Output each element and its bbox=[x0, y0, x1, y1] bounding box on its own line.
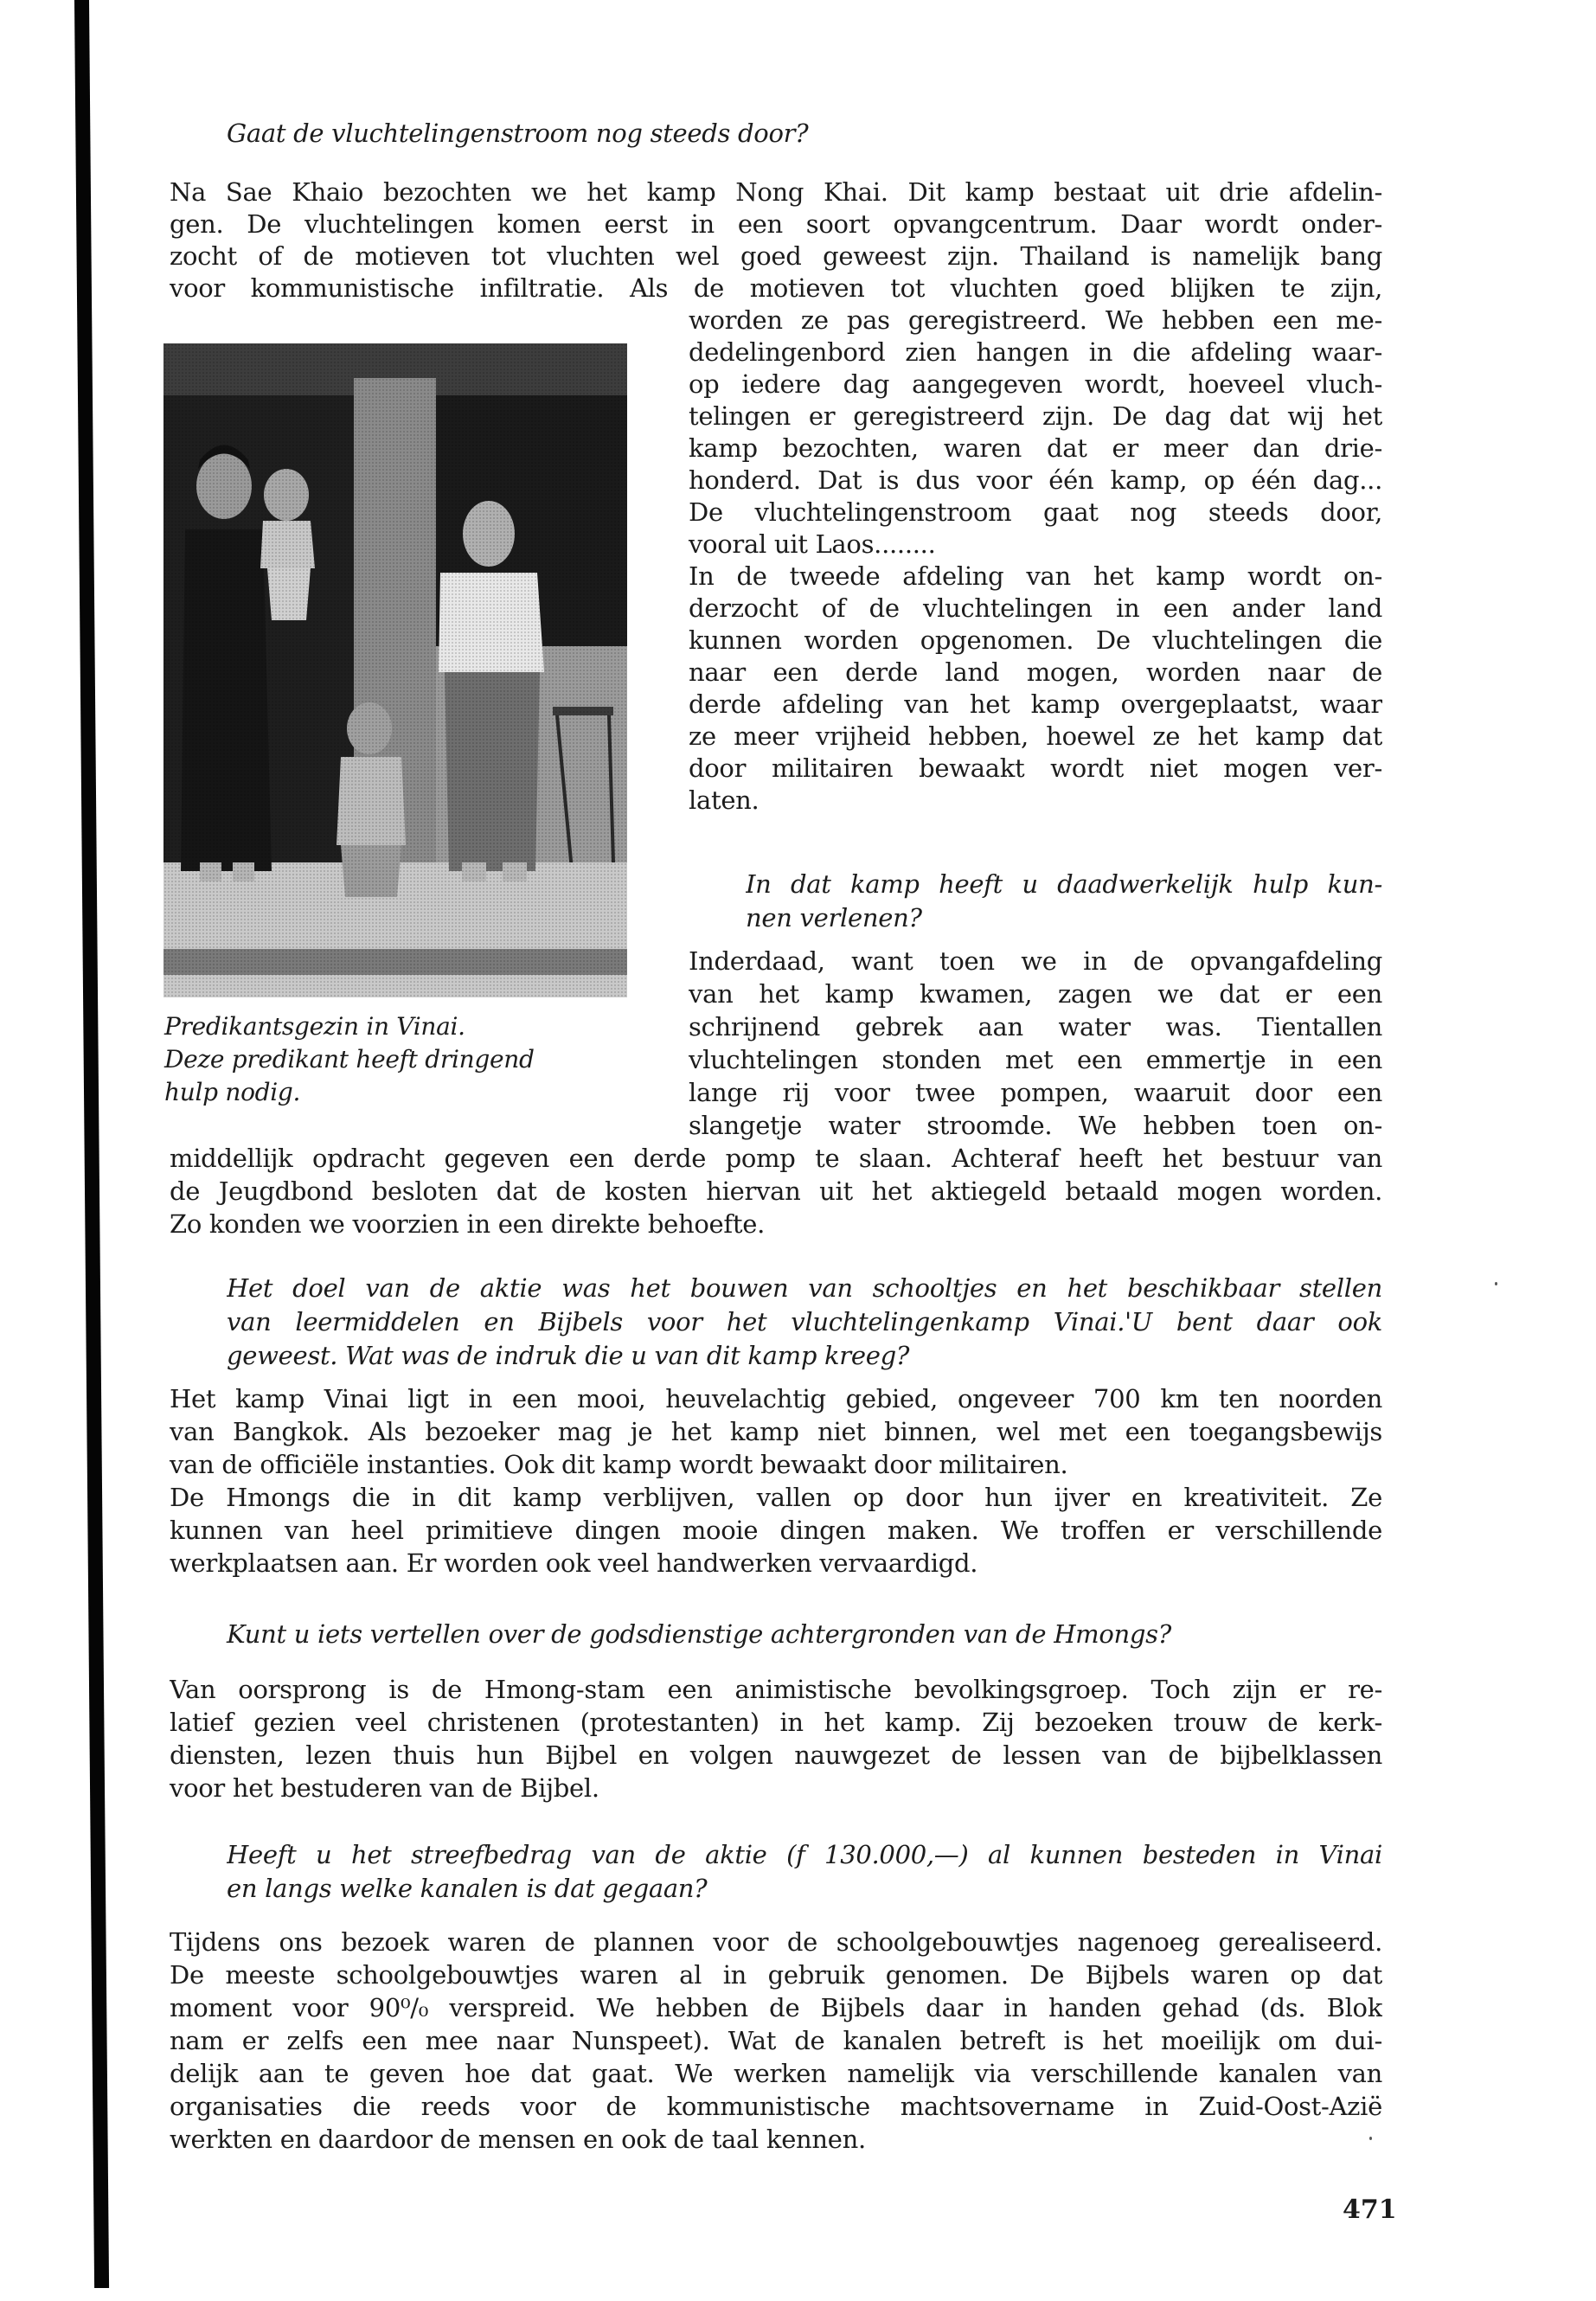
paragraph-line: Inderdaad, want toen we in de opvangafdeling bbox=[689, 946, 1382, 976]
paragraph-line: nam er zelfs een mee naar Nunspeet). Wat de kanalen betreft is het moeilijk om dui- bbox=[170, 2026, 1382, 2055]
paragraph-line: werkten en daardoor de mensen en ook de taal kennen. bbox=[170, 2125, 866, 2154]
paragraph-line: derzocht of de vluchtelingen in een ander land bbox=[689, 593, 1382, 623]
paragraph-line: voor kommunistische infiltratie. Als de motieven tot vluchten goed blijken te zijn, bbox=[170, 273, 1382, 303]
interview-question-2: In dat kamp heeft u daadwerkelijk hulp kun- bbox=[746, 869, 1382, 899]
paragraph-line: Van oorsprong is de Hmong-stam een animistische bevolkingsgroep. Toch zijn er re- bbox=[170, 1675, 1382, 1704]
paragraph-line: De Hmongs die in dit kamp verblijven, vallen op door hun ijver en kreativiteit. Ze bbox=[170, 1483, 1382, 1512]
scan-page-edge bbox=[74, 0, 109, 2288]
paragraph-line: ze meer vrijheid hebben, hoewel ze het kamp dat bbox=[689, 721, 1382, 751]
paragraph-line: Zo konden we voorzien in een direkte behoefte. bbox=[170, 1209, 765, 1239]
paragraph-line: de Jeugdbond besloten dat de kosten hiervan uit het aktiegeld betaald mogen worden. bbox=[170, 1176, 1382, 1206]
paragraph-line: Het kamp Vinai ligt in een mooi, heuvelachtig gebied, ongeveer 700 km ten noorden bbox=[170, 1384, 1382, 1413]
paragraph-line: kunnen van heel primitieve dingen mooie dingen maken. We troffen er verschillende bbox=[170, 1516, 1382, 1545]
paragraph-line: worden ze pas geregistreerd. We hebben een me- bbox=[689, 305, 1382, 335]
interview-question-3: geweest. Wat was de indruk die u van dit kamp kreeg? bbox=[227, 1341, 910, 1370]
photo-family-illustration bbox=[163, 343, 627, 997]
paragraph-line: In de tweede afdeling van het kamp wordt on- bbox=[689, 561, 1382, 591]
page-number: 471 bbox=[1343, 2195, 1397, 2225]
paragraph-line: naar een derde land mogen, worden naar de bbox=[689, 657, 1382, 687]
paragraph-line: diensten, lezen thuis hun Bijbel en volgen nauwgezet de lessen van de bijbelklassen bbox=[170, 1740, 1382, 1770]
interview-question-5: Heeft u het streefbedrag van de aktie (f 130.000,—) al kunnen besteden in Vinai bbox=[227, 1840, 1382, 1869]
scan-speck bbox=[1495, 1282, 1497, 1285]
paragraph-line: De meeste schoolgebouwtjes waren al in gebruik genomen. De Bijbels waren op dat bbox=[170, 1960, 1382, 1990]
paragraph-line: van de officiële instanties. Ook dit kamp wordt bewaakt door militairen. bbox=[170, 1450, 1068, 1479]
paragraph-line: van Bangkok. Als bezoeker mag je het kamp niet binnen, wel met een toegangsbewijs bbox=[170, 1417, 1382, 1446]
paragraph-line: op iedere dag aangegeven wordt, hoeveel vluch- bbox=[689, 369, 1382, 399]
interview-question-4: Kunt u iets vertellen over de godsdienstige achtergronden van de Hmongs? bbox=[227, 1619, 1172, 1649]
paragraph-line: laten. bbox=[689, 785, 760, 815]
interview-question-5: en langs welke kanalen is dat gegaan? bbox=[227, 1874, 708, 1903]
paragraph-line: organisaties die reeds voor de kommunistische machtsovername in Zuid-Oost-Azië bbox=[170, 2092, 1382, 2121]
family-photograph bbox=[163, 343, 627, 997]
paragraph-line: voor het bestuderen van de Bijbel. bbox=[170, 1773, 599, 1803]
paragraph-line: middellijk opdracht gegeven een derde pomp te slaan. Achteraf heeft het bestuur van bbox=[170, 1144, 1382, 1173]
paragraph-line: van het kamp kwamen, zagen we dat er een bbox=[689, 979, 1382, 1009]
scan-speck bbox=[1369, 2137, 1372, 2140]
paragraph-line: schrijnend gebrek aan water was. Tientallen bbox=[689, 1012, 1382, 1042]
paragraph-line: gen. De vluchtelingen komen eerst in een soort opvangcentrum. Daar wordt onder- bbox=[170, 209, 1382, 239]
interview-question-3: van leermiddelen en Bijbels voor het vluchtelingenkamp Vinai.'U bent daar ook bbox=[227, 1307, 1382, 1336]
paragraph-line: honderd. Dat is dus voor één kamp, op één dag... bbox=[689, 465, 1382, 495]
photo-caption-line: Predikantsgezin in Vinai. bbox=[164, 1012, 465, 1041]
paragraph-line: door militairen bewaakt wordt niet mogen ver- bbox=[689, 753, 1382, 783]
paragraph-line: derde afdeling van het kamp overgeplaatst, waar bbox=[689, 689, 1382, 719]
paragraph-line: vooral uit Laos........ bbox=[689, 529, 936, 559]
paragraph-line: lange rij voor twee pompen, waaruit door een bbox=[689, 1078, 1382, 1107]
paragraph-line: telingen er geregistreerd zijn. De dag dat wij het bbox=[689, 401, 1382, 431]
paragraph-line: werkplaatsen aan. Er worden ook veel handwerken vervaardigd. bbox=[170, 1548, 978, 1578]
paragraph-line: Na Sae Khaio bezochten we het kamp Nong Khai. Dit kamp bestaat uit drie afdelin- bbox=[170, 177, 1382, 207]
paragraph-line: moment voor 90⁰/₀ verspreid. We hebben de Bijbels daar in handen gehad (ds. Blok bbox=[170, 1993, 1382, 2022]
interview-question-1: Gaat de vluchtelingenstroom nog steeds door? bbox=[227, 119, 809, 148]
paragraph-line: latief gezien veel christenen (protestanten) in het kamp. Zij bezoeken trouw de kerk- bbox=[170, 1708, 1382, 1737]
photo-caption-line: hulp nodig. bbox=[164, 1078, 301, 1106]
interview-question-3: Het doel van de aktie was het bouwen van schooltjes en het beschikbaar stellen bbox=[227, 1273, 1382, 1303]
interview-question-2: nen verlenen? bbox=[746, 903, 922, 933]
paragraph-line: zocht of de motieven tot vluchten wel goed geweest zijn. Thailand is namelijk bang bbox=[170, 241, 1382, 271]
paragraph-line: slangetje water stroomde. We hebben toen on- bbox=[689, 1111, 1382, 1140]
paragraph-line: Tijdens ons bezoek waren de plannen voor de schoolgebouwtjes nagenoeg gerealiseerd. bbox=[170, 1927, 1382, 1957]
paragraph-line: delijk aan te geven hoe dat gaat. We werken namelijk via verschillende kanalen van bbox=[170, 2059, 1382, 2088]
paragraph-line: De vluchtelingenstroom gaat nog steeds door, bbox=[689, 497, 1382, 527]
paragraph-line: dedelingenbord zien hangen in die afdeling waar- bbox=[689, 337, 1382, 367]
paragraph-line: kunnen worden opgenomen. De vluchtelingen die bbox=[689, 625, 1382, 655]
paragraph-line: kamp bezochten, waren dat er meer dan drie- bbox=[689, 433, 1382, 463]
paragraph-line: vluchtelingen stonden met een emmertje in een bbox=[689, 1045, 1382, 1074]
photo-caption-line: Deze predikant heeft dringend bbox=[164, 1045, 535, 1074]
